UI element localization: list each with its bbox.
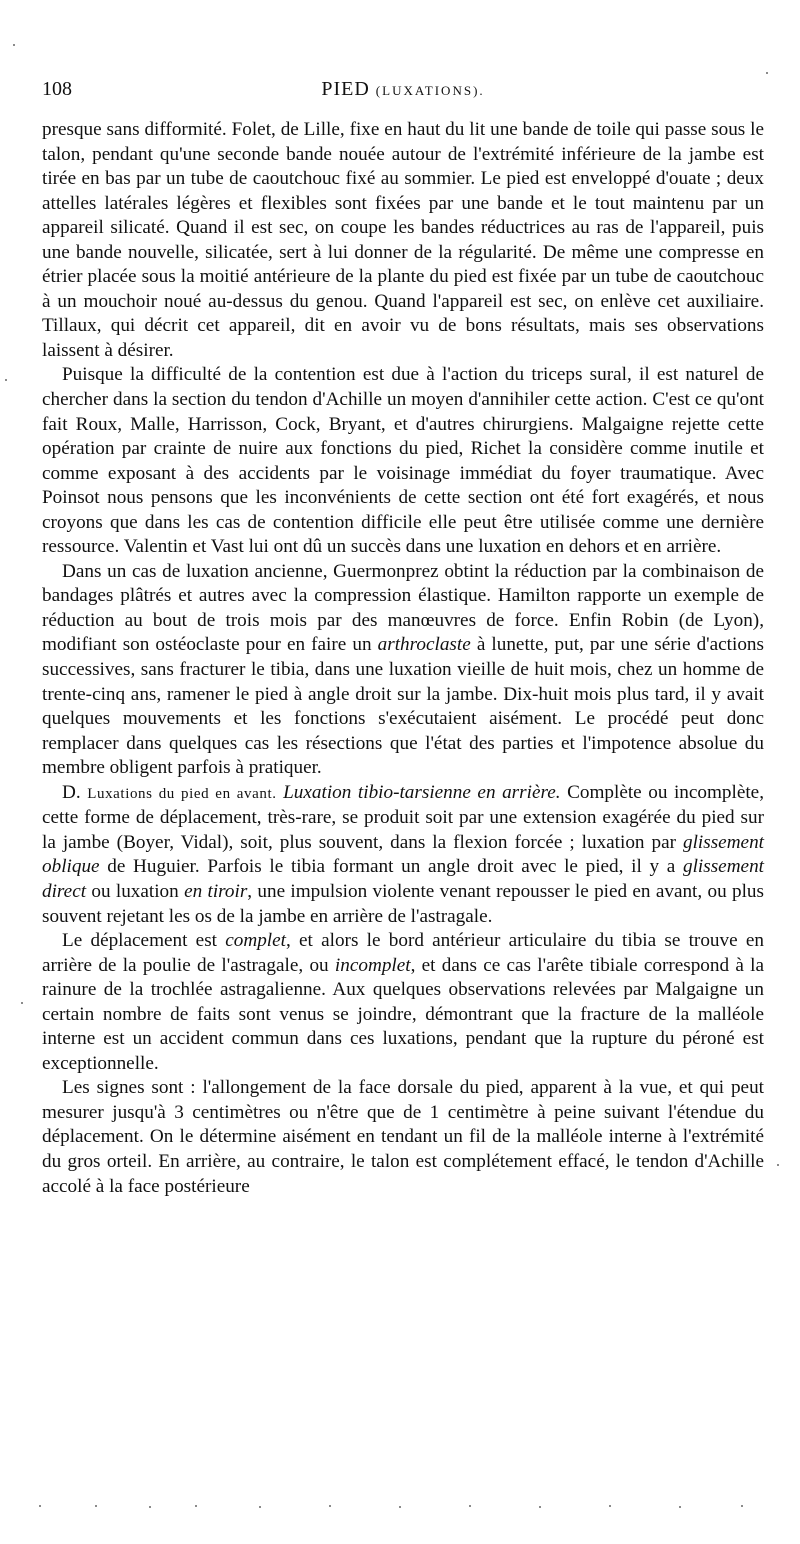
text-run: Le déplacement est [62,930,226,952]
paragraph [42,781,764,929]
scan-speck [469,1505,471,1507]
text-run: , et dans ce cas l'arête tibiale correspond à la rainure de la trochlée astragalienne. Aux quelques observations relevées par Malgaigne un certain nombre de faits sont venus se joindre, démontrant que la fracture de la malléole interne est un accident commun dans ces luxations, pendant que la rupture du péroné est exceptionnelle. [42,954,764,1074]
paragraph [42,118,764,363]
scan-speck [21,1002,23,1004]
scan-speck [777,1164,779,1166]
italic-term: arthroclaste [377,634,471,656]
italic-term: incomplet [334,954,411,976]
paragraph [42,1076,764,1199]
scan-speck [5,379,7,381]
scan-speck [399,1506,401,1508]
text-run: , et alors le bord antérieur articulaire du tibia se trouve en arrière de la poulie de l'astragale, ou [42,930,764,976]
scan-speck [95,1505,97,1507]
scan-speck [609,1505,611,1507]
paragraph [42,560,764,781]
scan-speck [259,1506,261,1508]
scan-speck [39,1505,41,1507]
scan-speck [329,1505,331,1507]
paragraph [42,363,764,559]
italic-term: glissement direct [42,856,764,902]
text-run: de Huguier. Parfois le tibia formant un angle droit avec le pied, il y a [99,856,683,878]
italic-term: glissement oblique [42,831,764,878]
running-title-main: PIED [321,78,370,100]
text-run: à lunette, put, par une série d'actions successives, sans fracturer le tibia, dans une luxation vieille de huit mois, chez un homme de trente-cinq ans, ramener le pied à angle droit sur la jambe. Dix-huit mois plus tard, il y avait quelques mouvements et les fonctions s'exécutaient aisément. Le procédé peut donc remplacer dans quelques cas les résections que l'état des parties et l'impotence absolue du membre obligent parfois à pratiquer. [42,634,764,779]
scan-speck [149,1506,151,1508]
scan-speck [13,44,15,46]
italic-term: complet [225,930,286,952]
scan-speck [741,1505,743,1507]
italic-term: en tiroir [184,880,248,902]
scan-speck [766,72,768,74]
text-run: Les signes sont : l'allongement de la face dorsale du pied, apparent à la vue, et qui peut mesurer jusqu'à 3 centimètres ou n'être que de 1 centimètre à peine suivant l'étendue du déplacement. On le détermine aisément en tendant un fil de la malléole interne à l'extrémité du gros orteil. En arrière, au contraire, le talon est complétement effacé, le tendon d'Achille accolé à la face postérieure [42,1077,764,1197]
text-run: Dans un cas de luxation ancienne, Guermonprez obtint la réduction par la combinaison de bandages plâtrés et autres avec la compression élastique. Hamilton rapporte un exemple de réduction au bout de trois mois par des manœuvres de force. Enfin Robin (de Lyon), modifiant son ostéoclaste pour en faire un [42,560,764,656]
text-run: D. [62,781,88,803]
section-heading: Luxations du pied en avant. [87,785,277,802]
italic-term: Luxation tibio-tarsienne en arrière. [283,781,561,803]
text-run: ou luxation [86,880,185,902]
running-title-sub: (LUXATIONS). [375,83,485,98]
text-run: presque sans difformité. Folet, de Lille, fixe en haut du lit une bande de toile qui passe sous le talon, pendant qu'une seconde bande nouée autour de l'extrémité inférieure de la jambe est tirée en bas par un tube de caoutchouc fixé au sommier. Le pied est enveloppé d'ouate ; deux attelles latérales légères et flexibles sont fixées par une bande et le tout maintenu par un appareil silicaté. Quand il est sec, on coupe les bandes réductrices au ras de l'appareil, puis une bande nouvelle, silicatée, sert à lui donner de la régularité. De même une compresse en étrier placée sous la moitié antérieure de la plante du pied est fixée par un tube de caoutchouc à un mouchoir noué au-dessus du genou. Quand l'appareil est sec, on enlève cet auxiliaire. Tillaux, qui décrit cet appareil, dit en avoir vu de bons résultats, mais ses observations laissent à désirer. [42,119,764,361]
scan-speck [679,1506,681,1508]
page-number: 108 [42,78,72,100]
scan-speck [539,1506,541,1508]
running-header [42,78,764,104]
text-run: , une impulsion violente venant repousser le pied en avant, ou plus souvent rejetant les os de la jambe en arrière de l'astragale. [42,880,764,927]
body-text [42,118,764,1199]
running-title [42,78,764,101]
text-run: Complète ou incomplète, cette forme de déplacement, très-rare, se produit soit par une extension exagérée du pied sur la jambe (Boyer, Vidal), soit, plus souvent, dans la flexion forcée ; luxation par [42,781,764,853]
paragraph [42,929,764,1076]
scan-speck [195,1505,197,1507]
text-run: Puisque la difficulté de la contention est due à l'action du triceps sural, il est naturel de chercher dans la section du tendon d'Achille un moyen d'annihiler cette action. C'est ce qu'ont fait Roux, Malle, Harrisson, Cock, Bryant, et d'autres chirurgiens. Malgaigne rejette cette opération par crainte de nuire aux fonctions du pied, Richet la considère comme inutile et comme exposant à des accidents par le voisinage immédiat du foyer traumatique. Avec Poinsot nous pensons que les inconvénients de cette section ont été fort exagérés, et nous croyons que dans les cas de contention difficile elle peut être utilisée comme une dernière ressource. Valentin et Vast lui ont dû un succès dans une luxation en dehors et en arrière. [42,364,764,558]
